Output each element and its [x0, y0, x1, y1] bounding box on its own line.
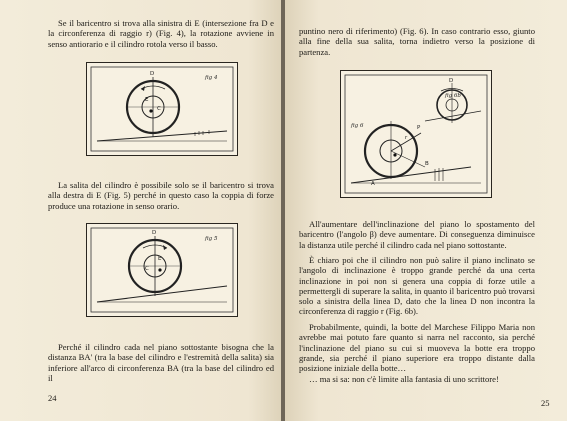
right-paragraph-4: Probabilmente, quindi, la botte del Marchese Filippo Maria non avrebbe mai potuto fare quanto si narra nel racconto, sia perché l'inclinazione del piano su cui si muoveva la botte era troppo grande, sia perché il piano superiore era troppo distante dalla posizione iniziale della botte… — [299, 322, 535, 374]
figure-6-drawing — [341, 71, 491, 197]
figure-6b-label: fig 6b — [445, 93, 461, 99]
right-page — [285, 0, 567, 421]
right-paragraph-2: All'aumentare dell'inclinazione del piano lo spostamento del baricentro (l'angolo β) deve aumentare. Di conseguenza diminuisce la distanza utile perché il cilindro cada nel piano sottostante. — [299, 219, 535, 250]
figure-5-point-c: C — [145, 266, 149, 272]
figure-5-point-d: D — [152, 230, 157, 236]
figure-4-label: fig 4 — [205, 75, 218, 81]
figure-5 — [86, 223, 238, 317]
left-paragraph-2: La salita del cilindro è possibile solo se il baricentro si trova alla destra di E (Fig. 5) perché in questo caso la coppia di forze produce una rotazione in senso orario. — [48, 180, 274, 211]
left-paragraph-3: Perché il cilindro cada nel piano sottostante bisogna che la distanza BA' (tra la base del cilindro e l'estremità della salita) sia inferiore all'arco di circonferenza BA (tra la base del cilindro ed il — [48, 342, 274, 383]
figure-5-point-e: E — [158, 256, 162, 262]
figure-6-point-b: B — [425, 161, 429, 167]
figure-6-point-a: A — [371, 181, 375, 187]
figure-4 — [86, 62, 238, 156]
figure-5-drawing — [87, 224, 237, 316]
figure-4-point-d: D — [150, 71, 155, 77]
figure-4-drawing — [87, 63, 237, 155]
figure-6-radius-r: r — [405, 135, 408, 141]
right-paragraph-1: puntino nero di riferimento) (Fig. 6). In caso contrario esso, giunto alla fine della sua salita, torna indietro verso la posizione di partenza. — [299, 26, 535, 57]
left-paragraph-1: Se il baricentro si trova alla sinistra di E (intersezione fra D e la circonferenza di raggio r) (Fig. 4), la rotazione avviene in senso antiorario e il cilindro rotola verso il basso. — [48, 18, 274, 49]
right-paragraph-3: È chiaro poi che il cilindro non può salire il piano inclinato se l'angolo di inclinazione è troppo grande perché da una certa inclinazione in poi non si genera una coppia di forze utile a permettergli di superare la salita, in quanto il baricentro può trovarsi solo a sinistra della linea D, dato che la linea D non incontra la circonferenza di raggio r (Fig. 6b). — [299, 255, 535, 317]
figure-4-point-c: C — [157, 106, 161, 112]
figure-6-point-p: P — [417, 125, 421, 131]
figure-4-point-e: E — [145, 97, 149, 103]
figure-6-label: fig 6 — [351, 123, 364, 129]
figure-6 — [340, 70, 492, 198]
page-number-right: 25 — [541, 398, 550, 408]
page-number-left: 24 — [48, 393, 57, 403]
figure-6-point-d: D — [449, 78, 454, 84]
figure-5-label: fig 5 — [205, 236, 218, 242]
left-page — [0, 0, 282, 421]
right-paragraph-5: … ma si sa: non c'è limite alla fantasia di uno scrittore! — [309, 374, 499, 384]
